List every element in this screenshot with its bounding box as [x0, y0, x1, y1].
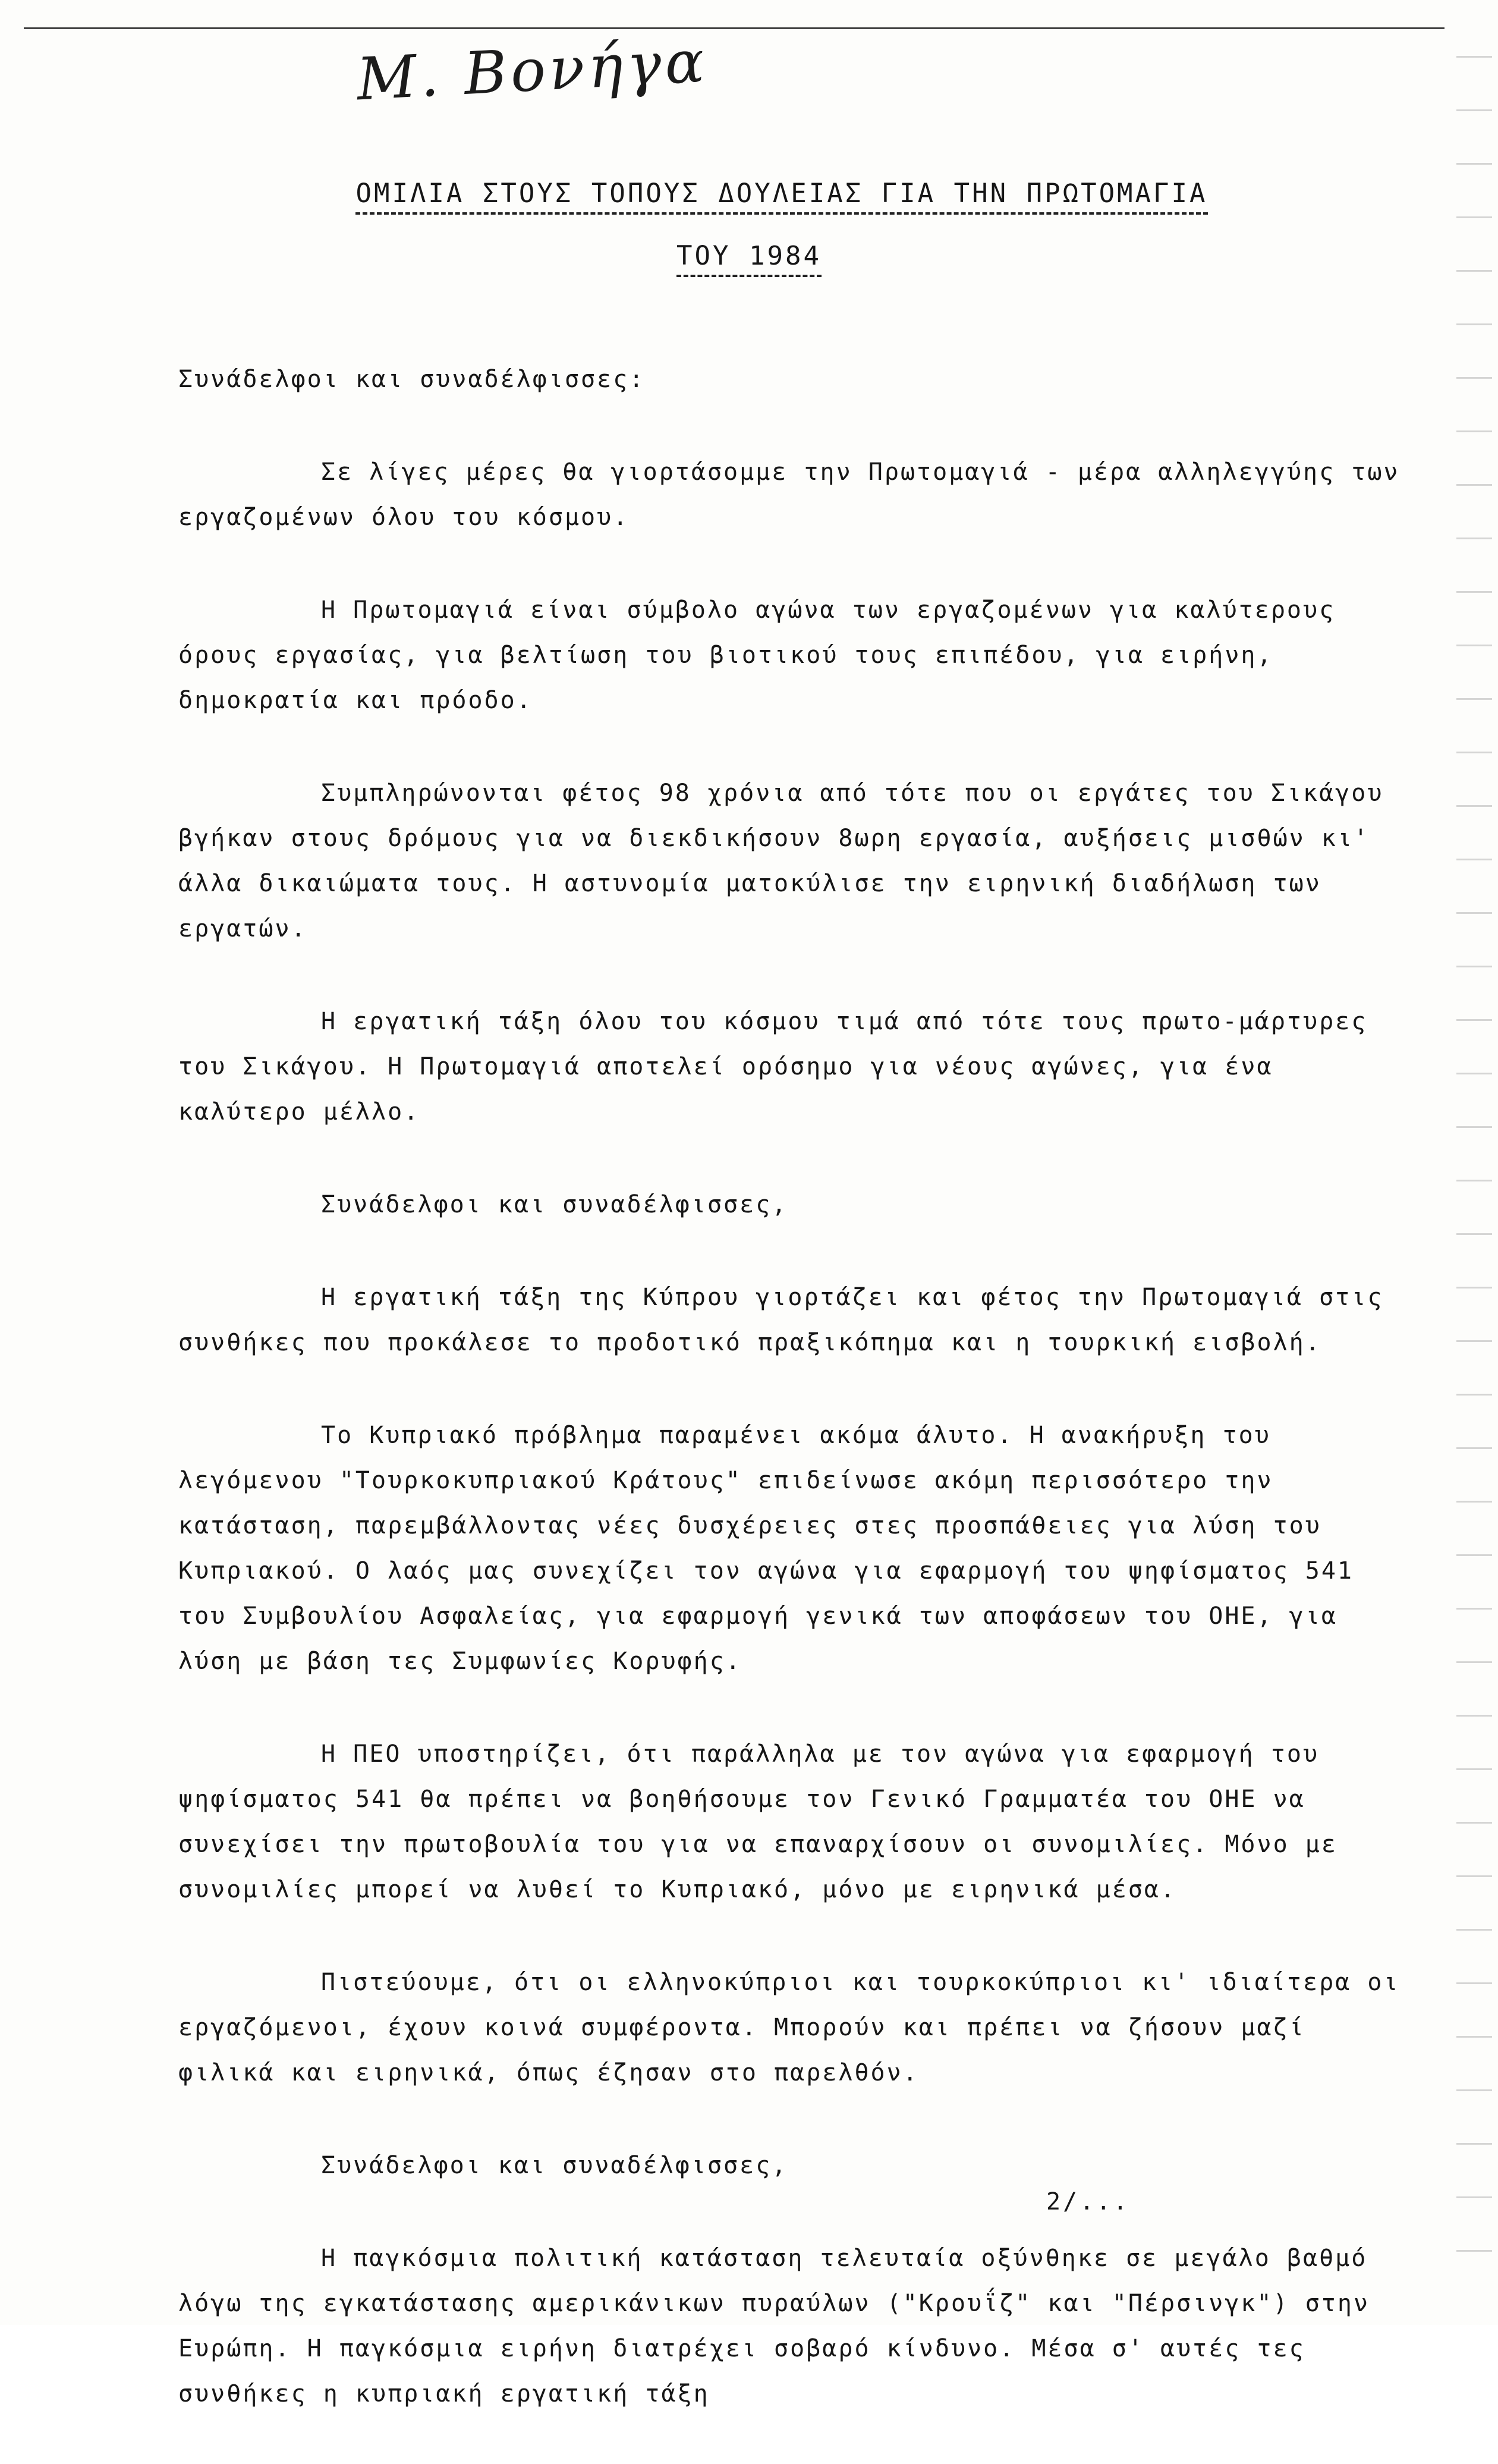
- title-line-2: ΤΟΥ 1984: [676, 241, 822, 277]
- document-title: [0, 178, 1498, 277]
- paragraph: Η εργατική τάξη όλου του κόσμου τιμά από τότε τους πρωτο-μάρτυρες του Σικάγου. Η Πρωτομαγιά αποτελεί ορόσημο για νέους αγώνες, για ένα καλύτερο μέλλο.: [178, 1008, 1368, 1126]
- paragraph: Η εργατική τάξη της Κύπρου γιορτάζει και φέτος την Πρωτομαγιά στις συνθήκες που προκάλεσε το προδοτικό πραξικόπημα και η τουρκική εισβολή.: [178, 1284, 1384, 1356]
- document-body: [178, 357, 1415, 2464]
- paragraph: Η ΠΕΟ υποστηρίζει, ότι παράλληλα με τον αγώνα για εφαρμογή του ψηφίσματος 541 θα πρέπει να βοηθήσουμε τον Γενικό Γραμματέα του ΟΗΕ να συνεχίσει την πρωτοβουλία του για να επαναρχίσουν οι συνομιλίες. Μόνο με συνομιλίες μπορεί να λυθεί το Κυπριακό, μόνο με ειρηνικά μέσα.: [178, 1740, 1338, 1903]
- top-rule: [24, 27, 1444, 29]
- paragraph: Συμπληρώνονται φέτος 98 χρόνια από τότε που οι εργάτες του Σικάγου βγήκαν στους δρόμους για να διεκδικήσουν 8ωρη εργασία, αυξήσεις μισθών κι' άλλα δικαιώματα τους. Η αστυνομία ματοκύλισε την ειρηνική διαδήλωση των εργατών.: [178, 780, 1384, 942]
- salutation: Συνάδελφοι και συναδέλφισσες,: [321, 1191, 788, 1218]
- salutation: Συνάδελφοι και συναδέλφισσες:: [178, 366, 646, 393]
- handwritten-signature: Μ. Βονήγα: [355, 27, 710, 114]
- paragraph: Η παγκόσμια πολιτική κατάσταση τελευταία οξύνθηκε σε μεγάλο βαθμό λόγω της εγκατάστασης αμερικάνικων πυραύλων ("Κρουΐζ" και "Πέρσινγκ") στην Ευρώπη. Η παγκόσμια ειρήνη διατρέχει σοβαρό κίνδυνο. Μέσα σ' αυτές τες συνθήκες η κυπριακή εργατική τάξη: [178, 2245, 1370, 2408]
- title-line-1: ΟΜΙΛΙΑ ΣΤΟΥΣ ΤΟΠΟΥΣ ΔΟΥΛΕΙΑΣ ΓΙΑ ΤΗΝ ΠΡΩΤΟΜΑΓΙΑ: [355, 178, 1207, 215]
- page-number: 2/...: [1046, 2188, 1130, 2215]
- paragraph: Η Πρωτομαγιά είναι σύμβολο αγώνα των εργαζομένων για καλύτερους όρους εργασίας, για βελτίωση του βιοτικού τους επιπέδου, για ειρήνη, δημοκρατία και πρόοδο.: [178, 596, 1336, 714]
- salutation: Συνάδελφοι και συναδέλφισσες,: [321, 2152, 788, 2179]
- paragraph: Πιστεύουμε, ότι οι ελληνοκύπριοι και τουρκοκύπριοι κι' ιδιαίτερα οι εργαζόμενοι, έχουν κοινά συμφέροντα. Μπορούν και πρέπει να ζήσουν μαζί φιλικά και ειρηνικά, όπως έζησαν στο παρελθόν.: [178, 1969, 1400, 2086]
- scan-edge-noise: [1456, 36, 1492, 2283]
- paragraph: Το Κυπριακό πρόβλημα παραμένει ακόμα άλυτο. Η ανακήρυξη του λεγόμενου "Τουρκοκυπριακού Κράτους" επιδείνωσε ακόμη περισσότερο την κατάσταση, παρεμβάλλοντας νέες δυσχέρειες στες προσπάθειες για λύση του Κυπριακού. Ο λαός μας συνεχίζει τον αγώνα για εφαρμογή του ψηφίσματος 541 του Συμβουλίου Ασφαλείας, για εφαρμογή γενικά των αποφάσεων του ΟΗΕ, για λύση με βάση τες Συμφωνίες Κορυφής.: [178, 1422, 1354, 1675]
- paragraph: Σε λίγες μέρες θα γιορτάσομμε την Πρωτομαγιά - μέρα αλληλεγγύης των εργαζομένων όλου του κόσμου.: [178, 458, 1400, 531]
